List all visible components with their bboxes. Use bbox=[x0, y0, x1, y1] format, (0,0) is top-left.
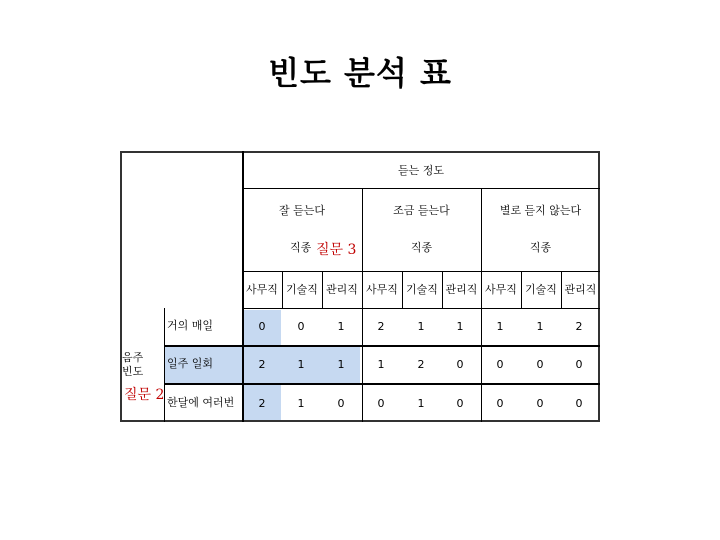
rule-header-2 bbox=[242, 271, 600, 272]
job-group-1: 직종 bbox=[290, 241, 312, 254]
row-label-daily: 거의 매일 bbox=[167, 319, 214, 332]
cell-r2-c9: 0 bbox=[575, 358, 583, 371]
rule-header-1 bbox=[242, 188, 600, 189]
rule-level-2 bbox=[481, 188, 482, 422]
cell-r1-c7: 1 bbox=[496, 320, 504, 333]
job-group-3: 직종 bbox=[529, 241, 552, 254]
cell-r3-c4: 0 bbox=[377, 397, 385, 410]
cell-r3-c3: 0 bbox=[337, 397, 345, 410]
cell-r2-c3: 1 bbox=[337, 358, 345, 371]
rule-header-3 bbox=[242, 308, 600, 309]
job-header-6: 관리직 bbox=[445, 283, 478, 296]
cell-r3-c9: 0 bbox=[575, 397, 583, 410]
row-label-weekly: 일주 일회 bbox=[167, 357, 214, 370]
cell-r3-c8: 0 bbox=[536, 397, 544, 410]
level-header-3: 별로 듣지 않는다 bbox=[499, 204, 582, 217]
cell-r2-c4: 1 bbox=[377, 358, 385, 371]
job-header-7: 사무직 bbox=[485, 283, 517, 296]
job-header-2: 기술직 bbox=[286, 283, 318, 296]
rule-body-1 bbox=[165, 345, 600, 347]
header-top: 듣는 정도 bbox=[397, 164, 444, 177]
cell-r2-c8: 0 bbox=[536, 358, 544, 371]
job-header-1: 사무직 bbox=[246, 283, 278, 296]
row-label-monthly: 한달에 여러번 bbox=[167, 396, 235, 409]
cell-r2-c1: 2 bbox=[258, 358, 266, 371]
cell-r2-c7: 0 bbox=[496, 358, 504, 371]
rule-level-1 bbox=[362, 188, 363, 422]
cell-r1-c8: 1 bbox=[536, 320, 544, 333]
cell-r3-c2: 1 bbox=[297, 397, 305, 410]
question-2-annotation: 질문 2 bbox=[124, 387, 165, 403]
level-header-1: 잘 듣는다 bbox=[278, 204, 325, 217]
cell-r1-c2: 0 bbox=[297, 320, 305, 333]
cell-r1-c1: 0 bbox=[258, 320, 266, 333]
cell-r2-c2: 1 bbox=[297, 358, 305, 371]
cell-r1-c9: 2 bbox=[575, 320, 583, 333]
page-title: 빈도 분석 표 bbox=[268, 54, 452, 92]
job-header-9: 관리직 bbox=[564, 283, 597, 296]
rule-row-group bbox=[164, 308, 165, 422]
job-header-3: 관리직 bbox=[326, 283, 358, 296]
row-group-label: 음주 빈도 bbox=[122, 351, 144, 378]
cell-r3-c6: 0 bbox=[456, 397, 464, 410]
cell-r3-c7: 0 bbox=[496, 397, 504, 410]
level-header-2: 조금 듣는다 bbox=[393, 204, 450, 217]
job-group-2: 직종 bbox=[410, 241, 433, 254]
job-header-5: 기술직 bbox=[406, 283, 438, 296]
cell-r1-c4: 2 bbox=[377, 320, 385, 333]
cell-r2-c5: 2 bbox=[417, 358, 425, 371]
cell-r3-c5: 1 bbox=[417, 397, 425, 410]
cell-r1-c6: 1 bbox=[456, 320, 464, 333]
cell-r1-c3: 1 bbox=[337, 320, 345, 333]
cell-r2-c6: 0 bbox=[456, 358, 464, 371]
cell-r3-c1: 2 bbox=[258, 397, 266, 410]
question-3-annotation: 질문 3 bbox=[316, 242, 357, 258]
cell-r1-c5: 1 bbox=[417, 320, 425, 333]
rule-body-2 bbox=[165, 383, 600, 385]
job-header-4: 사무직 bbox=[366, 283, 398, 296]
job-header-8: 기술직 bbox=[525, 283, 557, 296]
